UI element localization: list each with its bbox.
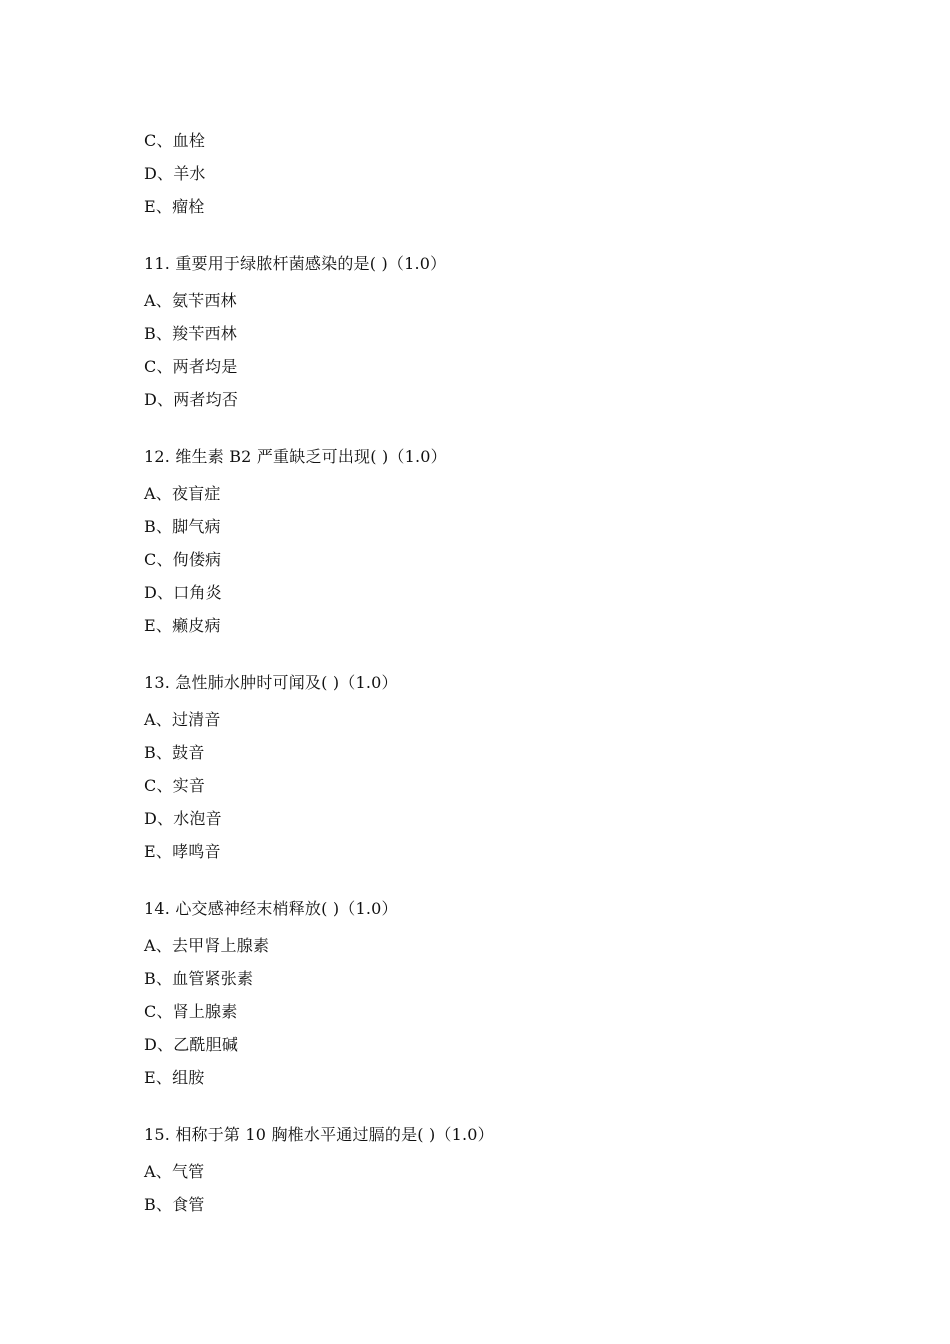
- option-e: E、癞皮病: [144, 616, 221, 635]
- option-e: E、瘤栓: [144, 197, 205, 216]
- option-e: E、哮鸣音: [144, 842, 221, 861]
- option-e: E、组胺: [144, 1068, 205, 1087]
- option-d: D、羊水: [144, 164, 206, 183]
- question-14: [144, 892, 824, 1094]
- question-13: [144, 666, 824, 868]
- option-a: A、夜盲症: [144, 484, 221, 503]
- option-c: C、实音: [144, 776, 206, 795]
- document-content: [144, 124, 824, 1221]
- option-a: A、气管: [144, 1162, 205, 1181]
- option-c: C、两者均是: [144, 357, 238, 376]
- lead-options: [144, 124, 824, 223]
- question-11: [144, 247, 824, 416]
- option-b: B、脚气病: [144, 517, 221, 536]
- question-prompt: 11. 重要用于绿脓杆菌感染的是( )（1.0）: [144, 254, 447, 273]
- option-b: B、羧苄西林: [144, 324, 237, 343]
- option-d: D、两者均否: [144, 390, 239, 409]
- question-prompt: 14. 心交感神经末梢释放( )（1.0）: [144, 899, 398, 918]
- option-c: C、血栓: [144, 131, 206, 150]
- option-b: B、血管紧张素: [144, 969, 254, 988]
- option-d: D、乙酰胆碱: [144, 1035, 239, 1054]
- option-a: A、去甲肾上腺素: [144, 936, 270, 955]
- question-12: [144, 440, 824, 642]
- option-c: C、佝偻病: [144, 550, 222, 569]
- question-prompt: 12. 维生素 B2 严重缺乏可出现( )（1.0）: [144, 447, 447, 466]
- option-c: C、肾上腺素: [144, 1002, 238, 1021]
- option-b: B、食管: [144, 1195, 205, 1214]
- question-prompt: 15. 相称于第 10 胸椎水平通过膈的是( )（1.0）: [144, 1125, 494, 1144]
- option-b: B、鼓音: [144, 743, 205, 762]
- option-a: A、过清音: [144, 710, 221, 729]
- question-15: [144, 1118, 824, 1221]
- question-prompt: 13. 急性肺水肿时可闻及( )（1.0）: [144, 673, 398, 692]
- option-a: A、氨苄西林: [144, 291, 237, 310]
- option-d: D、水泡音: [144, 809, 222, 828]
- option-d: D、口角炎: [144, 583, 222, 602]
